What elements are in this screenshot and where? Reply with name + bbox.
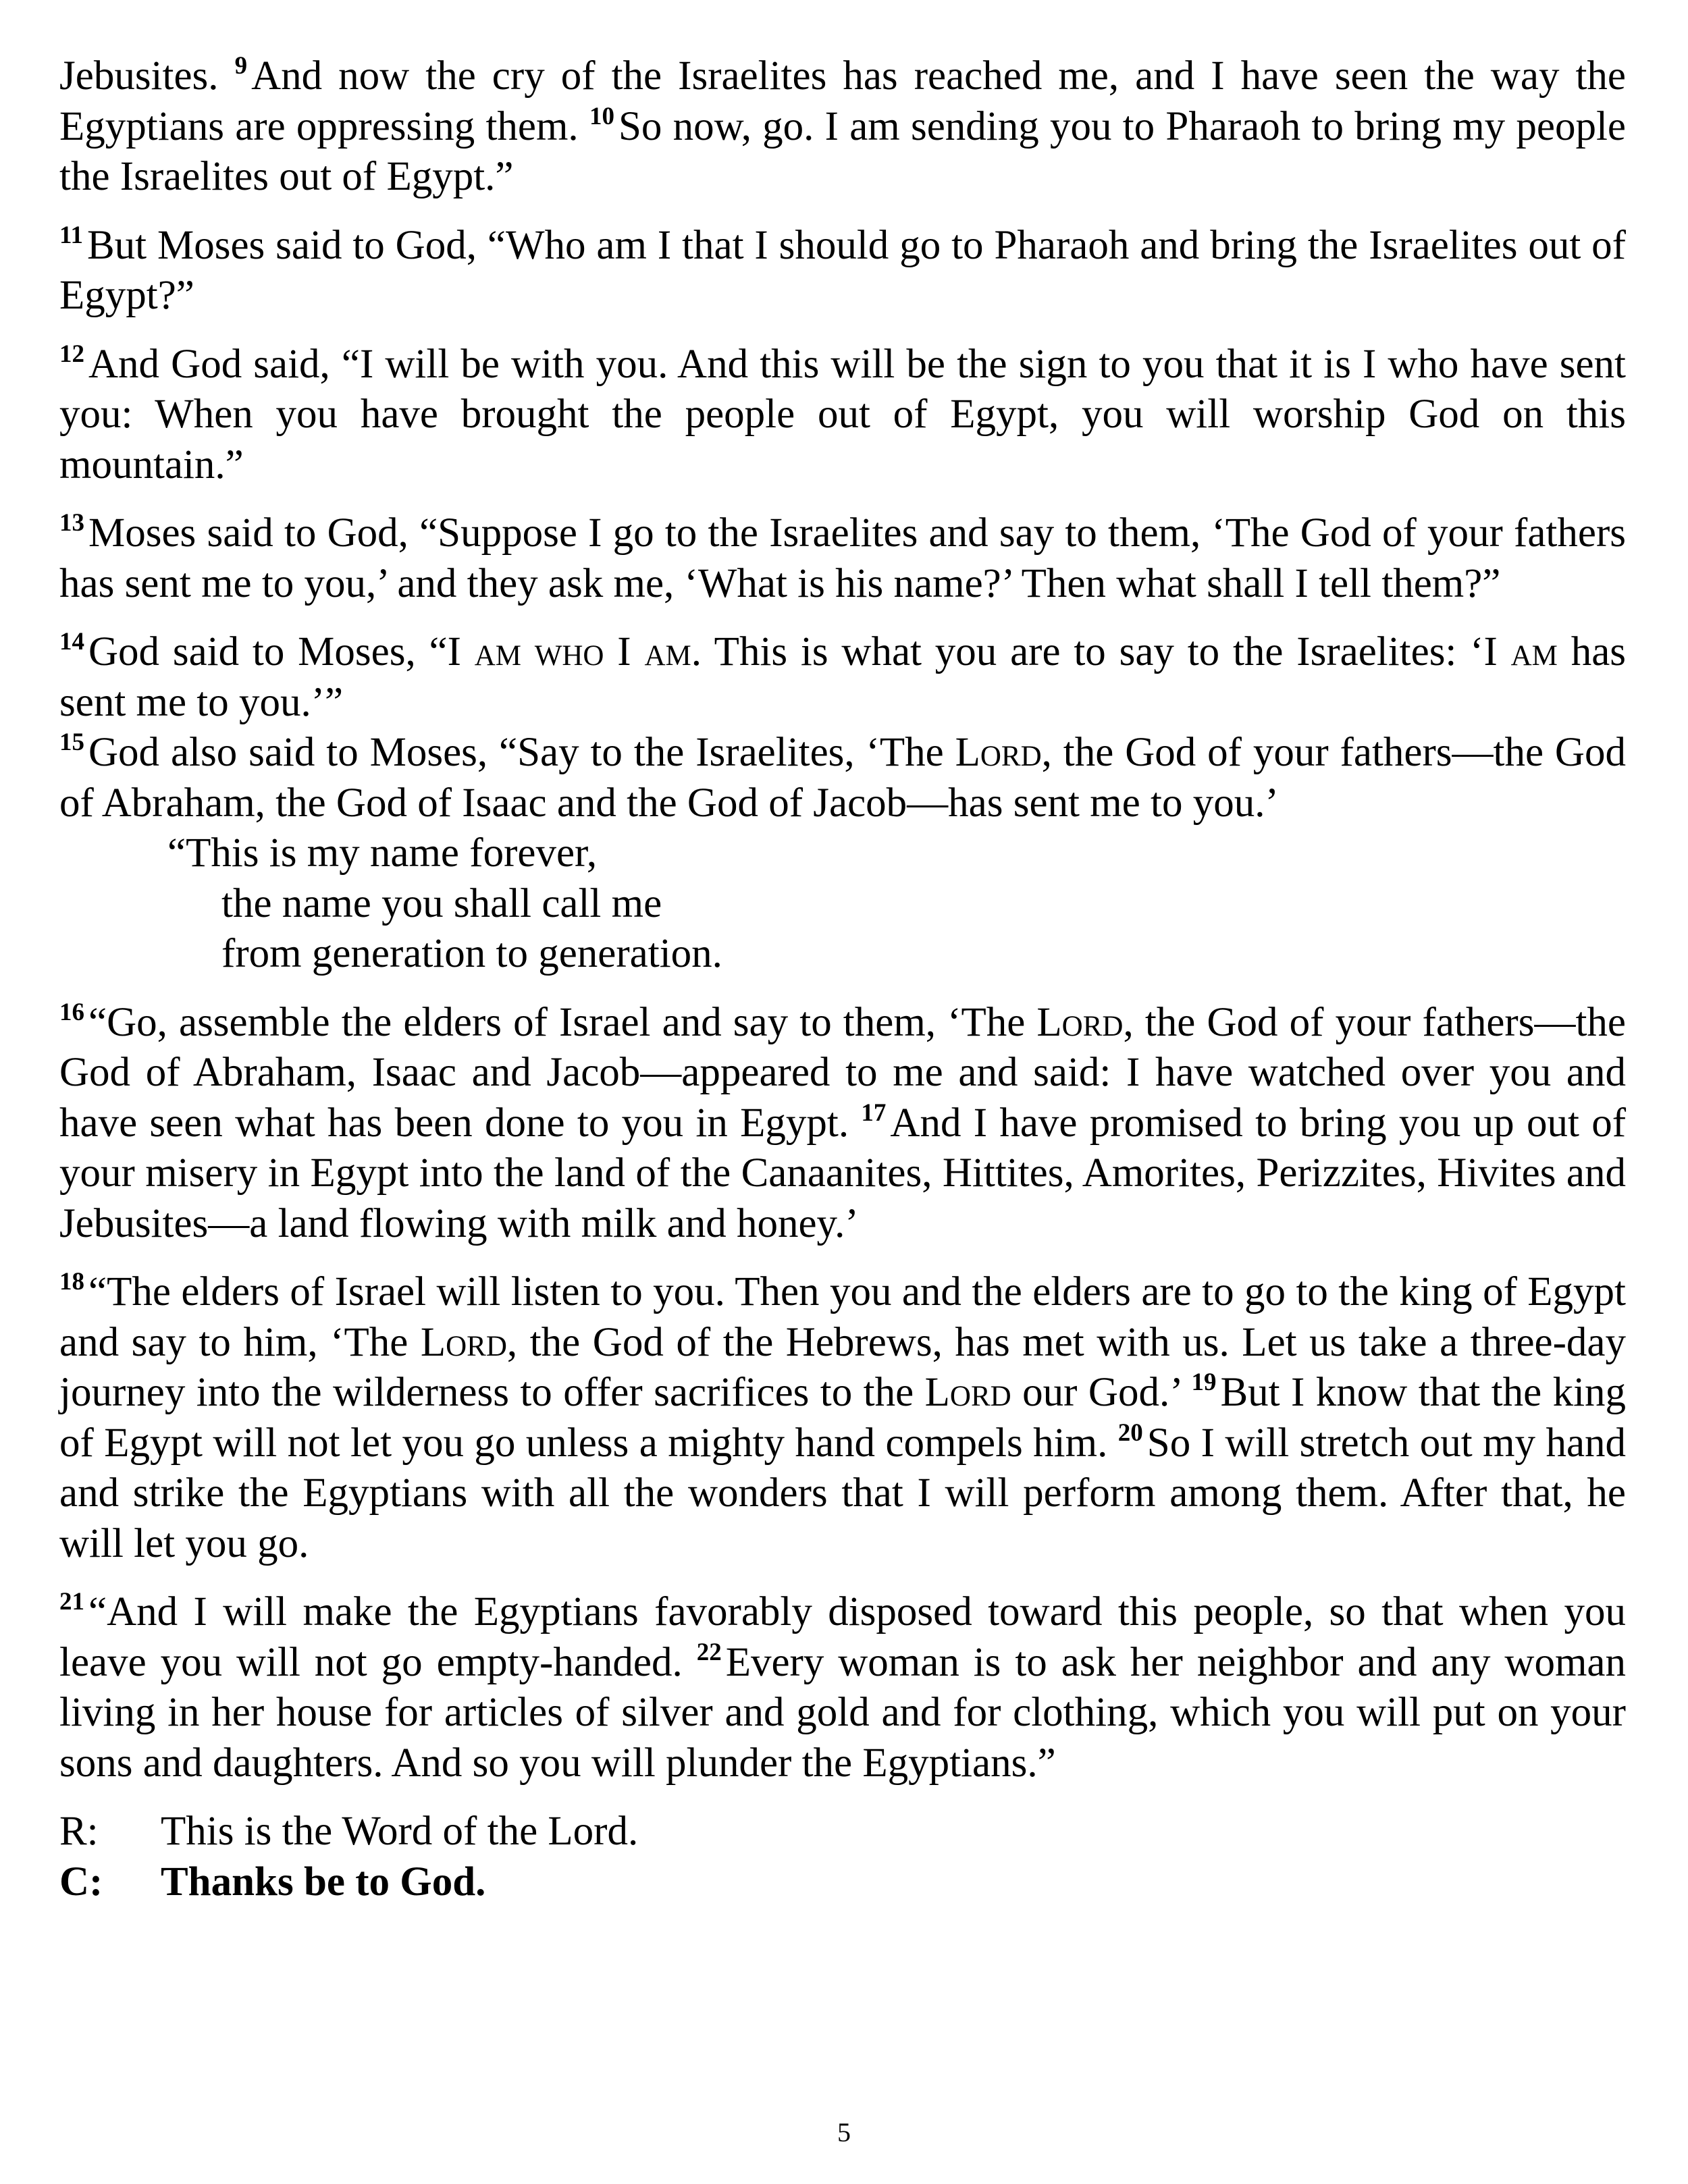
verse-number: 13 [59,509,84,537]
verse-text: , the God of your fathers—the God of Abraham, the God of Isaac and the God of Jacob—has sent me to you.’ [59,730,1626,826]
verse-number: 20 [1117,1418,1143,1447]
paragraph-verse-14 [59,627,1626,728]
paragraph-verses-21-22 [59,1587,1626,1788]
verse-number: 19 [1191,1368,1217,1396]
verse-text: . This is what you are to say to the Israelites: ‘I [691,629,1498,674]
verse-text: And I have promised to bring you up out of your misery in Egypt into the land of the Canaanites, Hittites, Amorites, Perizzites, Hivites and Jebusites—a land flowing with milk and honey.’ [59,1100,1627,1246]
verse-text: And now the cry of the Israelites has reached me, and I have seen the way the Egyptians are oppressing them. [59,53,1626,149]
verse-text: , the God of your fathers—the God of Abraham, Isaac and Jacob—appeared to me and said: I have watched over you and have seen what has been done to you in Egypt. [59,999,1627,1146]
verse-number: 17 [861,1098,887,1127]
response-text: This is the Word of the Lord. [161,1809,639,1854]
verse-text: And God said, “I will be with you. And this will be the sign to you that it is I who have sent you: When you have brought the people out of Egypt, you will worship God on this mountain.” [59,341,1626,487]
verse-number: 18 [59,1268,84,1296]
verse-number: 11 [59,221,83,249]
verse-text: So I will stretch out my hand and strike the Egyptians with all the wonders that I will perform among them. After that, he will let you go. [59,1420,1627,1566]
verse-number: 22 [696,1638,722,1666]
page-number: 5 [837,2117,851,2148]
verse-text: “Go, assemble the elders of Israel and say to them, ‘The [88,999,1026,1045]
scripture-reading [59,51,1626,1907]
reader-response [59,1807,1626,1857]
poetry-line: from generation to generation. [221,931,722,976]
congregation-response [59,1857,1626,1908]
paragraph-verse-12 [59,340,1626,491]
verse-text: God said to Moses, “I [88,629,461,674]
verse-text: But I know that the king of Egypt will not let you go unless a mighty hand compels him. [59,1370,1627,1466]
paragraph-verse-15 [59,728,1626,828]
verse-number: 10 [589,102,614,130]
verse-text: “The elders of Israel will listen to you. Then you and the elders are to go to the king of Egypt and say to him, ‘The [59,1269,1626,1365]
verse-text: , the God of the Hebrews, has met with us. Let us take a three-day journey into the wilderness to offer sacrifices to the [59,1319,1626,1415]
verse-number: 9 [234,52,248,80]
response-label: R: [59,1809,99,1854]
paragraph-verses-18-20 [59,1267,1626,1569]
response-text: Thanks be to God. [161,1859,486,1905]
verse-text: has sent me to you.’” [59,629,1627,725]
verse-text: Jebusites. [59,53,219,99]
paragraph-verse-13 [59,508,1626,609]
verse-number: 21 [59,1588,84,1616]
response-label: C: [59,1859,103,1905]
paragraph-verse-11 [59,221,1626,321]
verse-number: 14 [59,628,84,656]
small-caps-text: Lord [924,1370,1011,1415]
poetry-line: “This is my name forever, [167,830,598,876]
verse-text: our God.’ [1022,1370,1180,1415]
verse-number: 16 [59,998,84,1026]
small-caps-text: am [1510,629,1558,674]
verse-text: So now, go. I am sending you to Pharaoh to bring my people the Israelites out of Egypt.” [59,103,1627,199]
small-caps-text: Lord [420,1319,507,1365]
poetry-line: the name you shall call me [221,880,662,926]
verse-text: I [617,629,631,674]
paragraph-verses-16-17 [59,998,1626,1250]
small-caps-text: Lord [1036,999,1124,1045]
verse-text: “And I will make the Egyptians favorably disposed toward this people, so that when you leave you will not go empty-handed. [59,1589,1626,1685]
small-caps-text: am [644,629,691,674]
verse-text: Every woman is to ask her neighbor and any woman living in her house for articles of silver and gold and for clothing, which you will put on your sons and daughters. And so you will plunder the Egyptians.” [59,1639,1627,1786]
small-caps-text: Lord [955,730,1042,775]
poetry-block [59,828,1626,980]
verse-text: God also said to Moses, “Say to the Israelites, ‘The [88,730,944,775]
verse-text: But Moses said to God, “Who am I that I should go to Pharaoh and bring the Israelites out of Egypt?” [59,222,1626,318]
small-caps-text: am who [474,629,604,674]
verse-number: 12 [59,340,84,368]
verse-text: Moses said to God, “Suppose I go to the Israelites and say to them, ‘The God of your fathers has sent me to you,’ and they ask me, ‘What is his name?’ Then what shall I tell them?” [59,510,1626,606]
verse-number: 15 [59,728,84,756]
paragraph-verses-9-10 [59,51,1626,203]
